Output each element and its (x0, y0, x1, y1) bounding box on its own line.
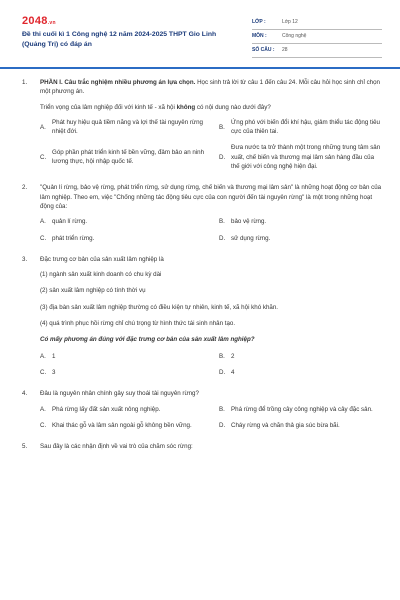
question-text: Đâu là nguyên nhân chính gây suy thoái tài nguyên rừng? (40, 390, 199, 398)
question-number: 5. (22, 443, 28, 451)
question-number: 2. (22, 184, 28, 192)
option-d[interactable] (219, 421, 384, 430)
option-text: Ứng phó với biến đổi khí hậu, giảm thiểu tác động tiêu cực của thiên tai. (231, 118, 381, 136)
question-5 (22, 442, 384, 457)
option-text: 4 (231, 368, 235, 376)
statement: (3) địa bàn sản xuất lâm nghiệp thường có điều kiện tự nhiên, kinh tế, xã hội khó khăn. (40, 303, 278, 311)
question-prompt (40, 103, 384, 112)
option-text: Phát huy hiệu quả tiềm năng và lợi thế tài nguyên rừng nhiệt đới. (52, 118, 203, 136)
question-1 (22, 78, 384, 175)
question-emphasis: Có mấy phương án đúng với đặc trưng cơ bản của sản xuất lâm nghiệp? (40, 336, 255, 344)
question-text: Sau đây là các nhận định về vai trò của chăm sóc rừng: (40, 443, 193, 451)
option-b[interactable] (219, 118, 384, 137)
question-text (40, 78, 384, 97)
question-text: Đặc trưng cơ bản của sản xuất lâm nghiệp là (40, 255, 164, 263)
logo-main: 2048 (22, 15, 48, 27)
meta-value: 28 (282, 46, 288, 53)
option-letter: D. (219, 153, 226, 161)
option-text: 1 (52, 352, 56, 360)
option-text: Góp phần phát triển kinh tế bền vững, đảm bảo an ninh lương thực, hội nhập quốc tế. (52, 149, 205, 166)
answer-options (40, 405, 384, 431)
question-2 (22, 183, 384, 246)
meta-row-class (252, 16, 382, 30)
statement: (2) sản xuất lâm nghiệp có tính thời vụ (40, 287, 146, 295)
option-letter: B. (219, 218, 225, 226)
option-letter: A. (40, 218, 46, 226)
meta-row-count (252, 44, 382, 58)
statement: (1) ngành sản xuất kinh doanh có chu kỳ dài (40, 271, 162, 279)
option-a[interactable] (40, 405, 205, 414)
exam-title: Đề thi cuối kì 1 Công nghệ 12 năm 2024-2025 THPT Gio Linh (Quảng Trị) có đáp án (22, 31, 217, 48)
option-text: Cháy rừng và chăn thả gia súc bừa bãi. (231, 421, 340, 429)
option-text: Đưa nước ta trở thành một trong những trung tâm sản xuất, chế biến và thương mại lâm sản hàng đầu của thế giới với công nghệ hiện đại. (231, 144, 381, 171)
option-text: sử dụng rừng. (231, 234, 271, 242)
option-d[interactable] (219, 368, 384, 377)
option-a[interactable] (40, 217, 205, 226)
option-text: Phá rừng lấy đất sản xuất nông nghiệp. (52, 405, 161, 413)
section-heading: PHẦN I. Câu trắc nghiệm nhiều phương án lựa chọn. (40, 79, 196, 86)
option-b[interactable] (219, 217, 384, 226)
option-text: bảo vệ rừng. (231, 218, 267, 226)
question-text: "Quản lí rừng, bảo vệ rừng, phát triển rừng, sử dụng rừng, chế biến và thương mại lâm sản" là những hoạt động cơ bản của lâm nghiệp. Theo em, việc "Chống những tác động tiêu cực của con người đến tài nguyên rừng" là một trong những hoạt động của: (40, 184, 382, 210)
option-a[interactable] (40, 352, 205, 361)
option-letter: D. (219, 234, 226, 242)
option-text: phát triển rừng. (52, 234, 95, 242)
option-letter: B. (219, 352, 225, 360)
meta-value: Công nghệ (282, 32, 307, 39)
option-text: 2 (231, 352, 235, 360)
option-letter: A. (40, 352, 46, 360)
option-letter: A. (40, 405, 46, 413)
option-c[interactable] (40, 421, 205, 430)
question-number: 3. (22, 255, 28, 263)
option-text: Phá rừng để trồng cây công nghiệp và cây đặc sản. (231, 405, 373, 413)
option-letter: B. (219, 405, 225, 413)
option-b[interactable] (219, 352, 384, 361)
option-letter: C. (40, 234, 47, 242)
prompt-emphasis: không (176, 103, 196, 111)
question-4 (22, 389, 384, 434)
section-instruction: Học sinh trả lời từ câu 1 đến câu 24. Mỗi câu hỏi học sinh chỉ chọn một phương án. (40, 79, 380, 96)
header-divider (0, 67, 400, 69)
option-a[interactable] (40, 118, 205, 137)
meta-key: LỚP : (252, 18, 266, 25)
question-list (22, 78, 384, 465)
option-d[interactable] (219, 234, 384, 243)
option-letter: C. (40, 421, 47, 429)
page-header (0, 0, 400, 64)
question-number: 4. (22, 390, 28, 398)
answer-options (40, 352, 384, 378)
option-letter: A. (40, 123, 46, 131)
prompt-part: Triển vọng của lâm nghiệp đối với kinh tế - xã hội (40, 103, 177, 111)
question-number: 1. (22, 79, 28, 86)
prompt-part: có nội dung nào dưới đây? (195, 103, 271, 111)
option-letter: D. (219, 421, 226, 429)
meta-key: SỐ CÂU : (252, 46, 275, 53)
option-b[interactable] (219, 405, 384, 414)
statement: (4) quá trình phục hồi rừng chỉ chú trọng từ hình thức tái sinh nhân tạo. (40, 320, 236, 328)
option-letter: B. (219, 123, 225, 131)
option-c[interactable] (40, 143, 205, 171)
answer-options (40, 118, 384, 171)
site-logo[interactable] (22, 13, 56, 30)
question-3 (22, 255, 384, 381)
meta-row-subject (252, 30, 382, 44)
option-c[interactable] (40, 368, 205, 377)
option-text: 3 (52, 368, 56, 376)
option-letter: D. (219, 368, 226, 376)
answer-options (40, 217, 384, 243)
exam-meta (252, 16, 382, 58)
logo-suffix: .vn (47, 20, 56, 26)
option-d[interactable] (219, 143, 384, 171)
option-text: Khai thác gỗ và lâm sản ngoài gỗ không bền vững. (52, 421, 192, 429)
meta-key: MÔN : (252, 32, 267, 39)
option-text: quản lí rừng. (52, 218, 88, 226)
option-letter: C. (40, 153, 47, 161)
option-c[interactable] (40, 234, 205, 243)
option-letter: C. (40, 368, 47, 376)
meta-value: Lớp 12 (282, 18, 298, 25)
